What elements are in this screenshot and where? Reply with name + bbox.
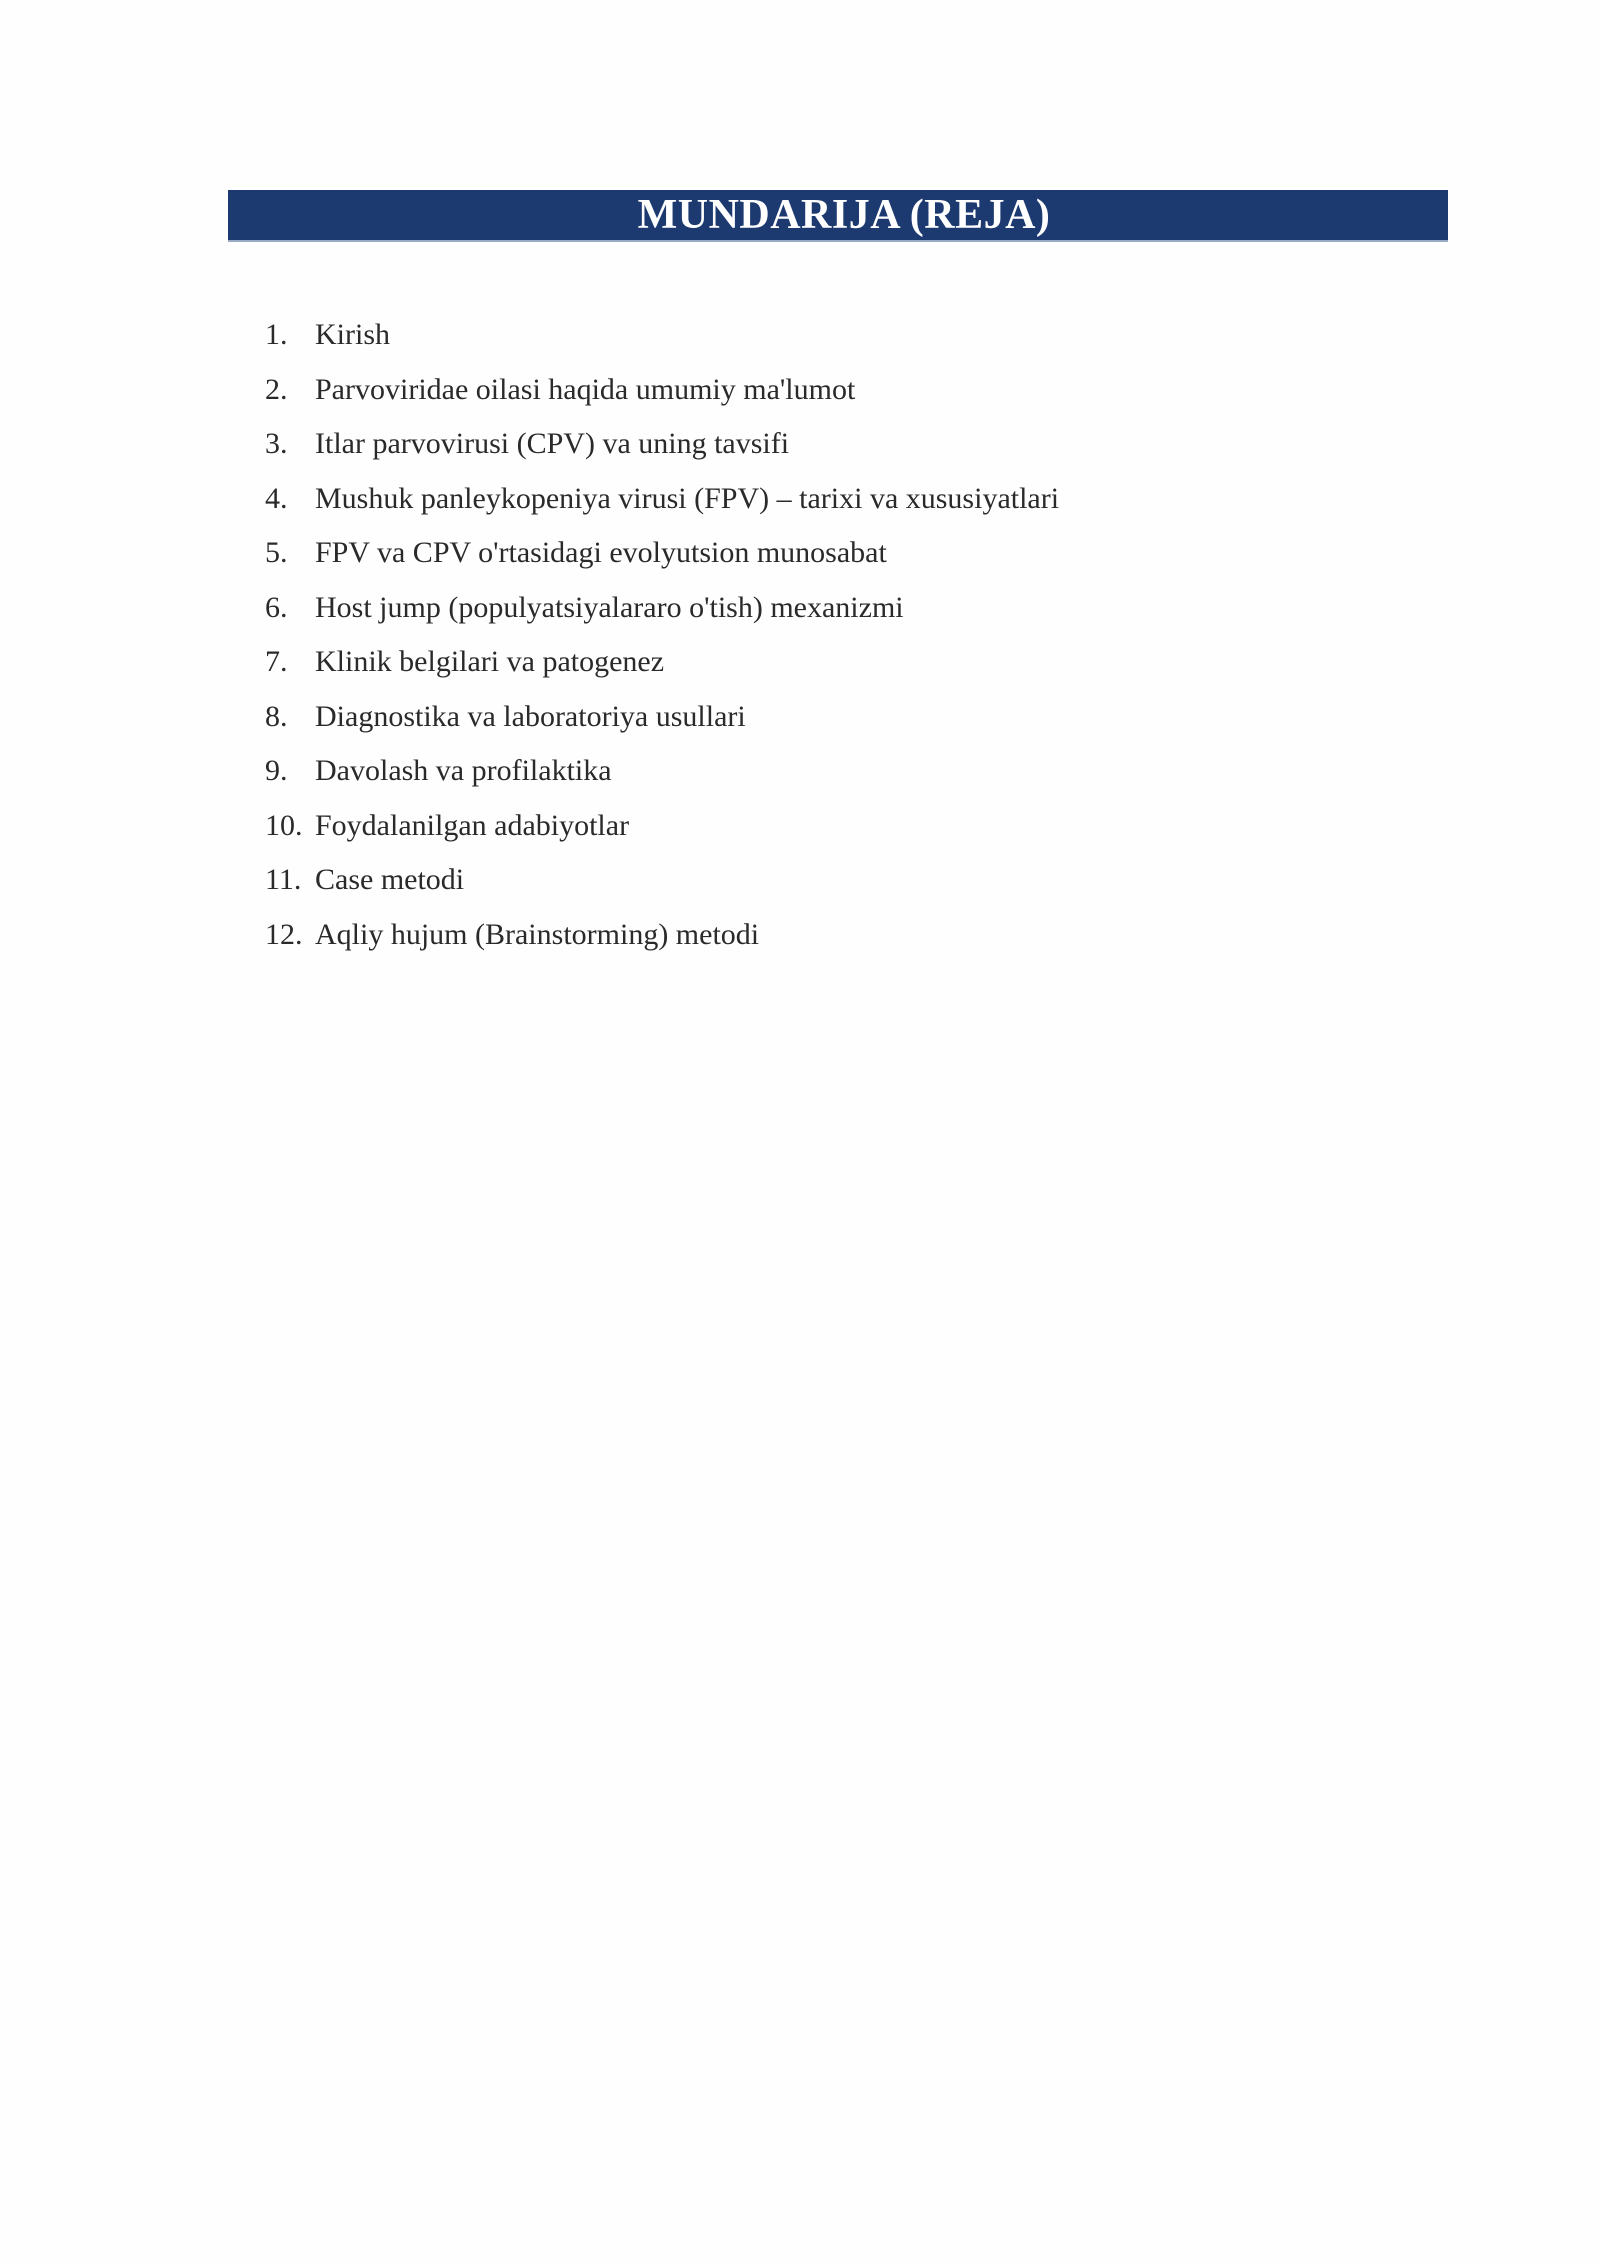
toc-item-number: 12. (265, 917, 303, 951)
toc-item (265, 422, 1415, 477)
toc-item (265, 695, 1415, 750)
toc-item-number: 1. (265, 318, 288, 351)
toc-item-number: 2. (265, 372, 288, 406)
toc-item-label: FPV va CPV o'rtasidagi evolyutsion munosabat (315, 536, 887, 569)
toc-item (265, 531, 1415, 586)
toc-item-label: Aqliy hujum (Brainstorming) metodi (315, 917, 760, 951)
toc-item-number: 6. (265, 590, 288, 624)
toc-item-number: 11. (265, 863, 302, 896)
toc-item (265, 313, 1415, 368)
toc-item-label: Klinik belgilari va patogenez (315, 645, 665, 678)
toc-item-number: 8. (265, 699, 288, 733)
toc-item-label: Parvoviridae oilasi haqida umumiy ma'lumot (315, 372, 856, 406)
toc-item-number: 9. (265, 754, 288, 787)
toc-item-label: Itlar parvovirusi (CPV) va uning tavsifi (315, 427, 790, 460)
toc-item (265, 477, 1415, 532)
toc-item-number: 10. (265, 808, 303, 842)
toc-item-label: Mushuk panleykopeniya virusi (FPV) – tarixi va xususiyatlari (315, 481, 1060, 515)
page-title: MUNDARIJA (REJA) (637, 192, 1051, 238)
toc-item (265, 913, 1415, 968)
toc-item-number: 7. (265, 645, 288, 678)
toc-item-label: Diagnostika va laboratoriya usullari (315, 699, 746, 733)
toc-item-number: 5. (265, 536, 288, 569)
toc-item-label: Case metodi (315, 863, 465, 896)
table-of-contents (265, 313, 1415, 967)
title-banner (228, 190, 1448, 242)
toc-item-label: Foydalanilgan adabiyotlar (315, 808, 630, 842)
toc-item-number: 4. (265, 481, 288, 515)
toc-item (265, 858, 1415, 913)
toc-item (265, 586, 1415, 641)
toc-item-label: Kirish (315, 318, 390, 351)
toc-item (265, 749, 1415, 804)
toc-item-label: Davolash va profilaktika (315, 754, 612, 787)
toc-item-number: 3. (265, 427, 288, 460)
toc-item (265, 804, 1415, 859)
toc-item (265, 640, 1415, 695)
toc-item-label: Host jump (populyatsiyalararo o'tish) mexanizmi (315, 590, 904, 624)
toc-item (265, 368, 1415, 423)
